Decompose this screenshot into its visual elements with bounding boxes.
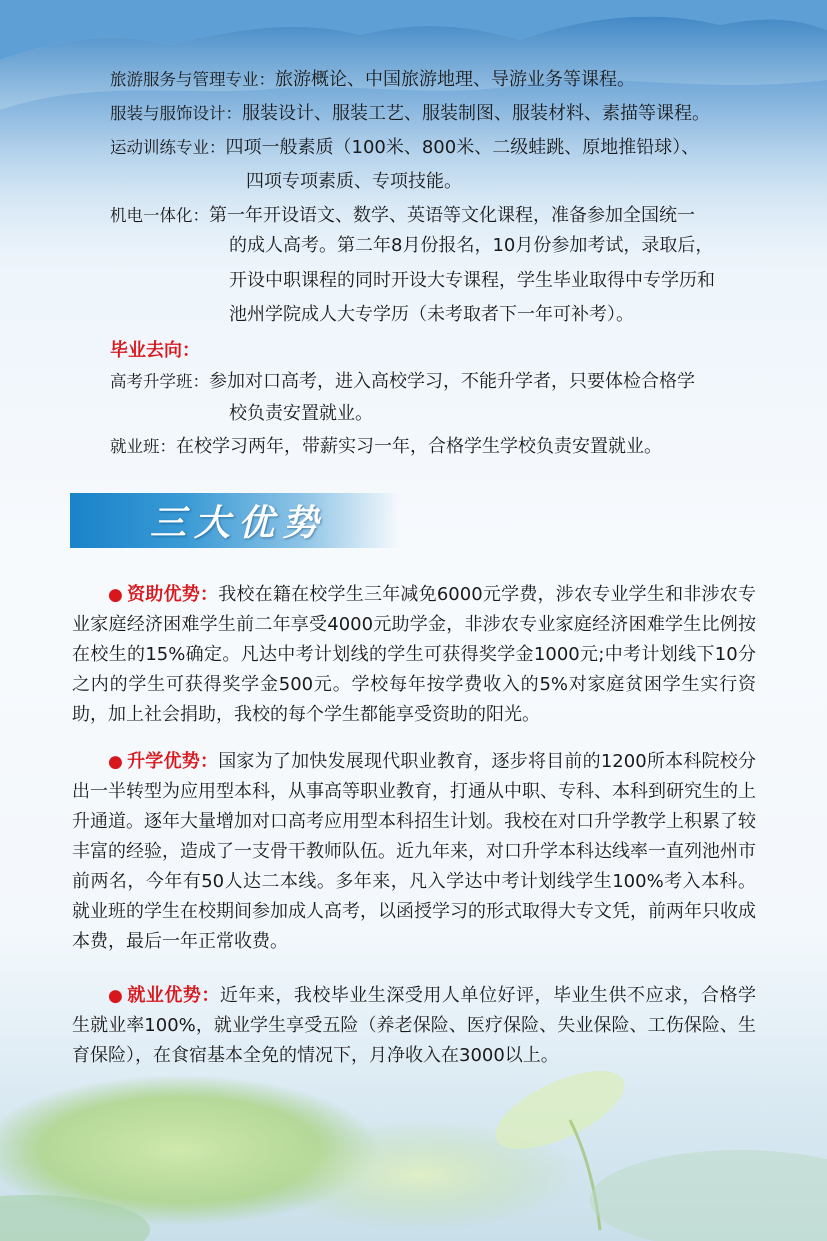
graduation-exam-class	[110, 370, 695, 394]
major-tourism	[110, 68, 635, 92]
major-desc: 第一年开设语文、数学、英语等文化课程，准备参加全国统一	[209, 205, 695, 226]
graduation-label: 就业班：	[110, 437, 176, 456]
major-fashion	[110, 102, 710, 126]
graduation-employment-class	[110, 435, 662, 459]
major-sports	[110, 136, 699, 160]
advantage-text: 我校在籍在校学生三年减免6000元学费，涉农专业学生和非涉农专业家庭经济困难学生前二年享受4000元助学金，非涉农专业家庭经济困难学生比例按在校生的15%确定。凡达中考计划线的学生可获得奖学金1000元;中考计划线下10分之内的学生可获得奖学金500元。学校每年按学费收入的5%对家庭贫困学生实行资助，加上社会捐助，我校的每个学生都能享受资助的阳光。	[72, 584, 757, 725]
bullet-icon: ●	[108, 752, 124, 772]
major-desc-continued: 四项专项素质、专项技能。	[246, 171, 462, 192]
major-label: 运动训练专业：	[110, 138, 226, 157]
major-label: 机电一体化：	[110, 206, 209, 225]
major-desc: 四项一般素质（100米、800米、二级蛙跳、原地推铅球）、	[225, 137, 700, 158]
advantage-funding	[72, 580, 756, 730]
graduation-desc-continued: 校负责安置就业。	[229, 403, 373, 424]
graduation-label: 高考升学班：	[110, 372, 209, 391]
advantage-title: 升学优势：	[127, 751, 219, 772]
advantage-text: 近年来，我校毕业生深受用人单位好评，毕业生供不应求，合格学生就业率100%，就业学生享受五险（养老保险、医疗保险、失业保险、工伤保险、生育保险），在食宿基本全免的情况下，月净收入在3000以上。	[72, 985, 757, 1066]
major-label: 旅游服务与管理专业：	[110, 70, 275, 89]
major-desc-continued: 池州学院成人大专学历（未考取者下一年可补考）。	[229, 304, 634, 325]
major-desc: 服装设计、服装工艺、服装制图、服装材料、素描等课程。	[242, 103, 710, 124]
graduation-desc: 在校学习两年，带薪实习一年，合格学生学校负责安置就业。	[176, 436, 662, 457]
major-mechatronics	[110, 204, 695, 228]
graduation-heading: 毕业去向：	[110, 340, 200, 361]
bullet-icon: ●	[108, 986, 124, 1006]
advantage-text: 国家为了加快发展现代职业教育，逐步将目前的1200所本科院校分出一半转型为应用型本科，从事高等职业教育，打通从中职、专科、本科到研究生的上升通道。逐年大量增加对口高考应用型本科招生计划。我校在对口升学教学上积累了较丰富的经验，造成了一支骨干教师队伍。近九年来，对口升学本科达线率一直列池州市前两名，今年有50人达二本线。多年来，凡入学达中考计划线学生100%考入本科。就业班的学生在校期间参加成人高考，以函授学习的形式取得大专文凭，前两年只收成本费，最后一年正常收费。	[72, 751, 757, 952]
advantage-employment	[72, 981, 756, 1071]
advantage-title: 就业优势：	[127, 985, 220, 1006]
bullet-icon: ●	[108, 585, 124, 605]
graduation-desc: 参加对口高考，进入高校学习，不能升学者，只要体检合格学	[209, 371, 695, 392]
major-desc-continued: 的成人高考。第二年8月份报名，10月份参加考试，录取后，	[229, 235, 714, 256]
major-desc-continued: 开设中职课程的同时开设大专课程，学生毕业取得中专学历和	[229, 270, 715, 291]
major-label: 服装与服饰设计：	[110, 104, 242, 123]
section-title: 三大优势	[150, 502, 327, 544]
advantage-title: 资助优势：	[127, 584, 219, 605]
major-desc: 旅游概论、中国旅游地理、导游业务等课程。	[275, 69, 635, 90]
section-banner	[70, 493, 400, 548]
advantage-further-study	[72, 747, 756, 957]
